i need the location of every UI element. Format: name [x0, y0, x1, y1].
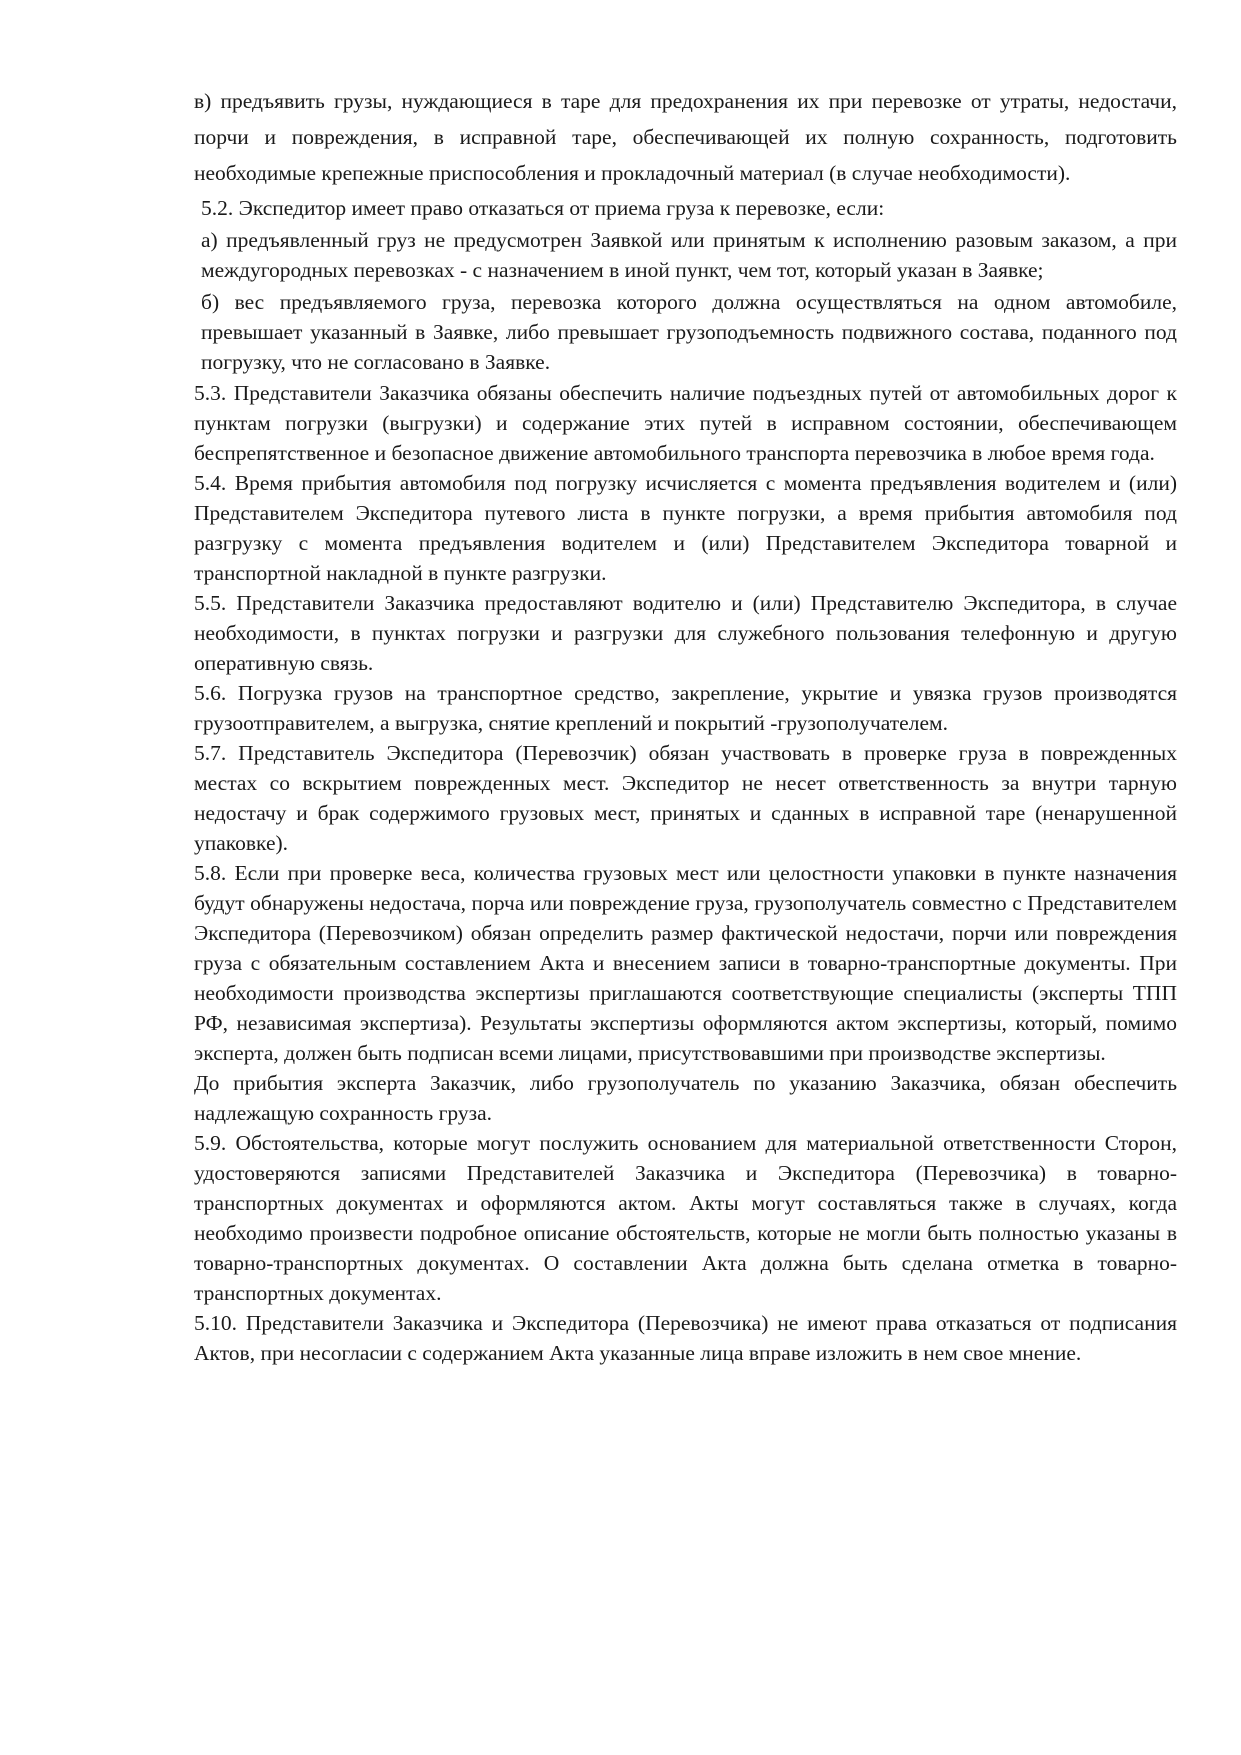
paragraph-5-10: 5.10. Представители Заказчика и Экспедитора (Перевозчика) не имеют права отказаться от подписания Актов, при несогласии с содержанием Акта указанные лица вправе изложить в нем свое мнение.	[194, 1311, 1177, 1365]
paragraph-5-2: 5.2. Экспедитор имеет право отказаться от приема груза к перевозке, если:	[201, 196, 885, 220]
paragraph-5-9: 5.9. Обстоятельства, которые могут послужить основанием для материальной ответственности Сторон, удостоверяются записями Представителей Заказчика и Экспедитора (Перевозчика) в товарно-транспортных документах и оформляются актом. Акты могут составляться также в случаях, когда необходимо произвести подробное описание обстоятельств, которые не могли быть полностью указаны в товарно-транспортных документах. О составлении Акта должна быть сделана отметка в товарно-транспортных документах.	[194, 1131, 1177, 1305]
paragraph-5-6: 5.6. Погрузка грузов на транспортное средство, закрепление, укрытие и увязка грузов производятся грузоотправителем, а выгрузка, снятие креплений и покрытий -грузополучателем.	[194, 681, 1177, 735]
paragraph-5-2-a: а) предъявленный груз не предусмотрен Заявкой или принятым к исполнению разовым заказом, а при междугородных перевозках - с назначением в иной пункт, чем тот, который указан в Заявке;	[201, 228, 1177, 282]
paragraph-5-3: 5.3. Представители Заказчика обязаны обеспечить наличие подъездных путей от автомобильных дорог к пунктам погрузки (выгрузки) и содержание этих путей в исправном состоянии, обеспечивающем беспрепятственное и безопасное движение автомобильного транспорта перевозчика в любое время года.	[194, 381, 1177, 465]
paragraph-expert-note: До прибытия эксперта Заказчик, либо грузополучатель по указанию Заказчика, обязан обеспечить надлежащую сохранность груза.	[194, 1071, 1177, 1125]
paragraph-5-5: 5.5. Представители Заказчика предоставляют водителю и (или) Представителю Экспедитора, в случае необходимости, в пунктах погрузки и разгрузки для служебного пользования телефонную и другую оперативную связь.	[194, 591, 1177, 675]
paragraph-5-8: 5.8. Если при проверке веса, количества грузовых мест или целостности упаковки в пункте назначения будут обнаружены недостача, порча или повреждение груза, грузополучатель совместно с Представителем Экспедитора (Перевозчиком) обязан определить размер фактической недостачи, порчи или повреждения груза с обязательным составлением Акта и внесением записи в товарно-транспортные документы. При необходимости производства экспертизы приглашаются соответствующие специалисты (эксперты ТПП РФ, независимая экспертиза). Результаты экспертизы оформляются актом экспертизы, который, помимо эксперта, должен быть подписан всеми лицами, присутствовавшими при производстве экспертизы.	[194, 861, 1177, 1065]
paragraph-5-7: 5.7. Представитель Экспедитора (Перевозчик) обязан участвовать в проверке груза в поврежденных местах со вскрытием поврежденных мест. Экспедитор не несет ответственность за внутри тарную недостачу и брак содержимого грузовых мест, принятых и сданных в исправной таре (ненарушенной упаковке).	[194, 741, 1177, 855]
paragraph-5-2-b: б) вес предъявляемого груза, перевозка которого должна осуществляться на одном автомобиле, превышает указанный в Заявке, либо превышает грузоподъемность подвижного состава, поданного под погрузку, что не согласовано в Заявке.	[201, 290, 1177, 374]
paragraph-item-v: в) предъявить грузы, нуждающиеся в таре для предохранения их при перевозке от утраты, недостачи, порчи и повреждения, в исправной таре, обеспечивающей их полную сохранность, подготовить необходимые крепежные приспособления и прокладочный материал (в случае необходимости).	[194, 89, 1177, 185]
document-body	[194, 83, 1177, 1368]
paragraph-5-4: 5.4. Время прибытия автомобиля под погрузку исчисляется с момента предъявления водителем и (или) Представителем Экспедитора путевого листа в пункте погрузки, а время прибытия автомобиля под разгрузку с момента предъявления водителем и (или) Представителем Экспедитора товарной и транспортной накладной в пункте разгрузки.	[194, 471, 1177, 585]
